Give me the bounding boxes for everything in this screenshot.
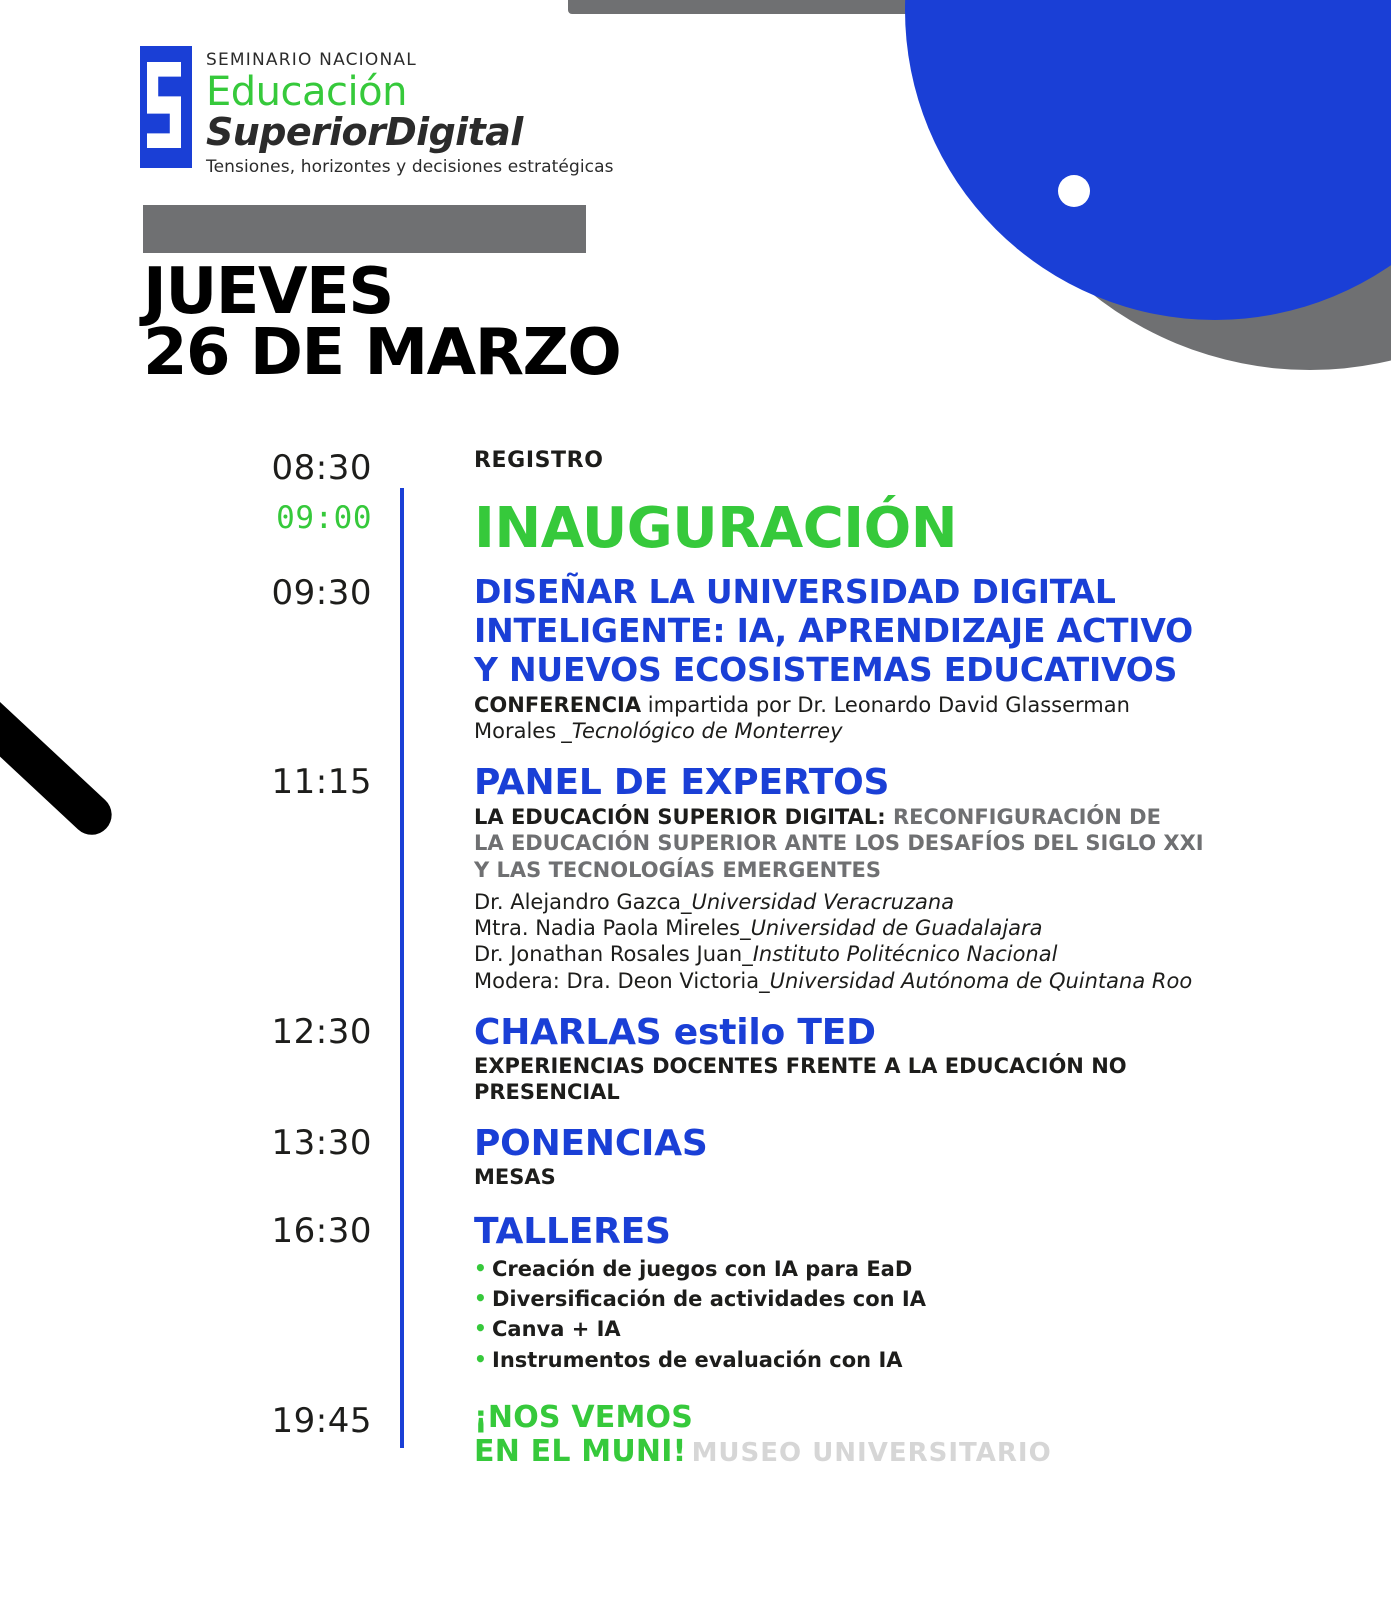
seminar-kicker: SEMINARIO NACIONAL xyxy=(206,50,417,70)
brand-tagline: Tensiones, horizontes y decisiones estratégicas xyxy=(206,156,614,177)
time-label: 11:15 xyxy=(271,762,372,803)
time-label: 09:00 xyxy=(276,500,372,536)
panelist-affiliation: _Instituto Politécnico Nacional xyxy=(742,942,1058,967)
session-kind: CONFERENCIA xyxy=(474,692,642,717)
panelist-row xyxy=(474,941,1391,967)
session-title: INAUGURACIÓN xyxy=(474,496,958,561)
panel-subject-grey-1: RECONFIGURACIÓN DE xyxy=(885,805,1161,830)
panelist-affiliation: _Universidad de Guadalajara xyxy=(740,916,1043,941)
moderator-name: Modera: Dra. Deon Victoria xyxy=(474,968,760,993)
s-monogram-icon xyxy=(140,46,192,168)
panelist-name: Dr. Alejandro Gazca xyxy=(474,889,681,914)
panelist-name: Mtra. Nadia Paola Mireles xyxy=(474,916,741,941)
schedule-item-registro xyxy=(0,448,1391,488)
brand-word-superior-digital: SuperiorDigital xyxy=(206,109,523,154)
session-speaker: impartida por Dr. Leonardo David Glasserman xyxy=(641,692,1130,717)
panel-subject-grey-3: Y LAS TECNOLOGÍAS EMERGENTES xyxy=(474,857,882,882)
blue-circle-decoration xyxy=(905,0,1391,320)
time-label: 12:30 xyxy=(271,1011,372,1052)
session-title-line-3: Y NUEVOS ECOSISTEMAS EDUCATIVOS xyxy=(474,649,1178,689)
workshop-item: • Creación de juegos con IA para EaD xyxy=(474,1254,1391,1284)
panel-subject-bold: LA EDUCACIÓN SUPERIOR DIGITAL: xyxy=(474,805,886,830)
schedule-item-talleres xyxy=(0,1211,1391,1376)
panelist-row xyxy=(474,968,1391,994)
workshop-item: • Diversificación de actividades con IA xyxy=(474,1284,1391,1314)
moderator-affiliation: _Universidad Autónoma de Quintana Roo xyxy=(759,968,1193,993)
date-heading xyxy=(143,255,621,391)
panelist-name: Dr. Jonathan Rosales Juan xyxy=(474,942,743,967)
session-title-line-2: INTELIGENTE: IA, APRENDIZAJE ACTIVO xyxy=(474,610,1194,650)
schedule-item-panel xyxy=(0,762,1391,994)
time-label: 16:30 xyxy=(271,1210,372,1251)
schedule-item-ponencias xyxy=(0,1123,1391,1190)
panelist-affiliation: _Universidad Veracruzana xyxy=(680,889,955,914)
schedule-item-cierre xyxy=(0,1401,1391,1468)
session-subtitle: MESAS xyxy=(474,1165,556,1190)
session-subtitle-line-2: PRESENCIAL xyxy=(474,1080,620,1105)
date-accent-bar xyxy=(143,205,586,253)
white-dot-decoration xyxy=(1058,175,1090,207)
session-subtitle-line-1: EXPERIENCIAS DOCENTES FRENTE A LA EDUCACIÓN NO xyxy=(474,1053,1127,1078)
time-label: 13:30 xyxy=(271,1123,372,1164)
date-line-2: 26 DE MARZO xyxy=(143,316,621,391)
workshop-list xyxy=(474,1254,1391,1376)
date-line-1: JUEVES xyxy=(143,255,393,329)
session-title: PANEL DE EXPERTOS xyxy=(474,762,890,804)
panelist-row xyxy=(474,889,1391,915)
time-label: 19:45 xyxy=(271,1401,372,1442)
session-speaker-cont: Morales xyxy=(474,718,557,743)
session-title: PONENCIAS xyxy=(474,1123,708,1165)
session-title: REGISTRO xyxy=(474,448,604,473)
closing-line-2: EN EL MUNI! xyxy=(474,1433,687,1469)
time-label: 09:30 xyxy=(271,572,372,613)
top-grey-bar xyxy=(568,0,962,14)
session-title-line-1: DISEÑAR LA UNIVERSIDAD DIGITAL xyxy=(474,571,1116,611)
workshop-item: • Instrumentos de evaluación con IA xyxy=(474,1345,1391,1375)
closing-line-1: ¡NOS VEMOS xyxy=(474,1400,694,1436)
brand-logo xyxy=(140,46,614,177)
time-label: 08:30 xyxy=(271,448,372,488)
panel-subject-grey-2: LA EDUCACIÓN SUPERIOR ANTE LOS DESAFÍOS DEL SIGLO XXI xyxy=(474,831,1204,856)
session-title xyxy=(474,573,1391,690)
schedule-list xyxy=(0,448,1391,1469)
session-title: TALLERES xyxy=(474,1210,671,1252)
session-affiliation: _Tecnológico de Monterrey xyxy=(561,718,843,743)
panelist-row xyxy=(474,915,1391,941)
schedule-item-conferencia xyxy=(0,573,1391,744)
session-title: CHARLAS estilo TED xyxy=(474,1011,876,1053)
workshop-item: • Canva + IA xyxy=(474,1314,1391,1344)
venue-label: MUSEO UNIVERSITARIO xyxy=(691,1437,1052,1468)
schedule-item-inauguracion xyxy=(0,496,1391,561)
brand-word-educacion: Educación xyxy=(206,69,407,115)
grey-circle-decoration xyxy=(960,0,1391,370)
schedule-item-charlas xyxy=(0,1012,1391,1106)
